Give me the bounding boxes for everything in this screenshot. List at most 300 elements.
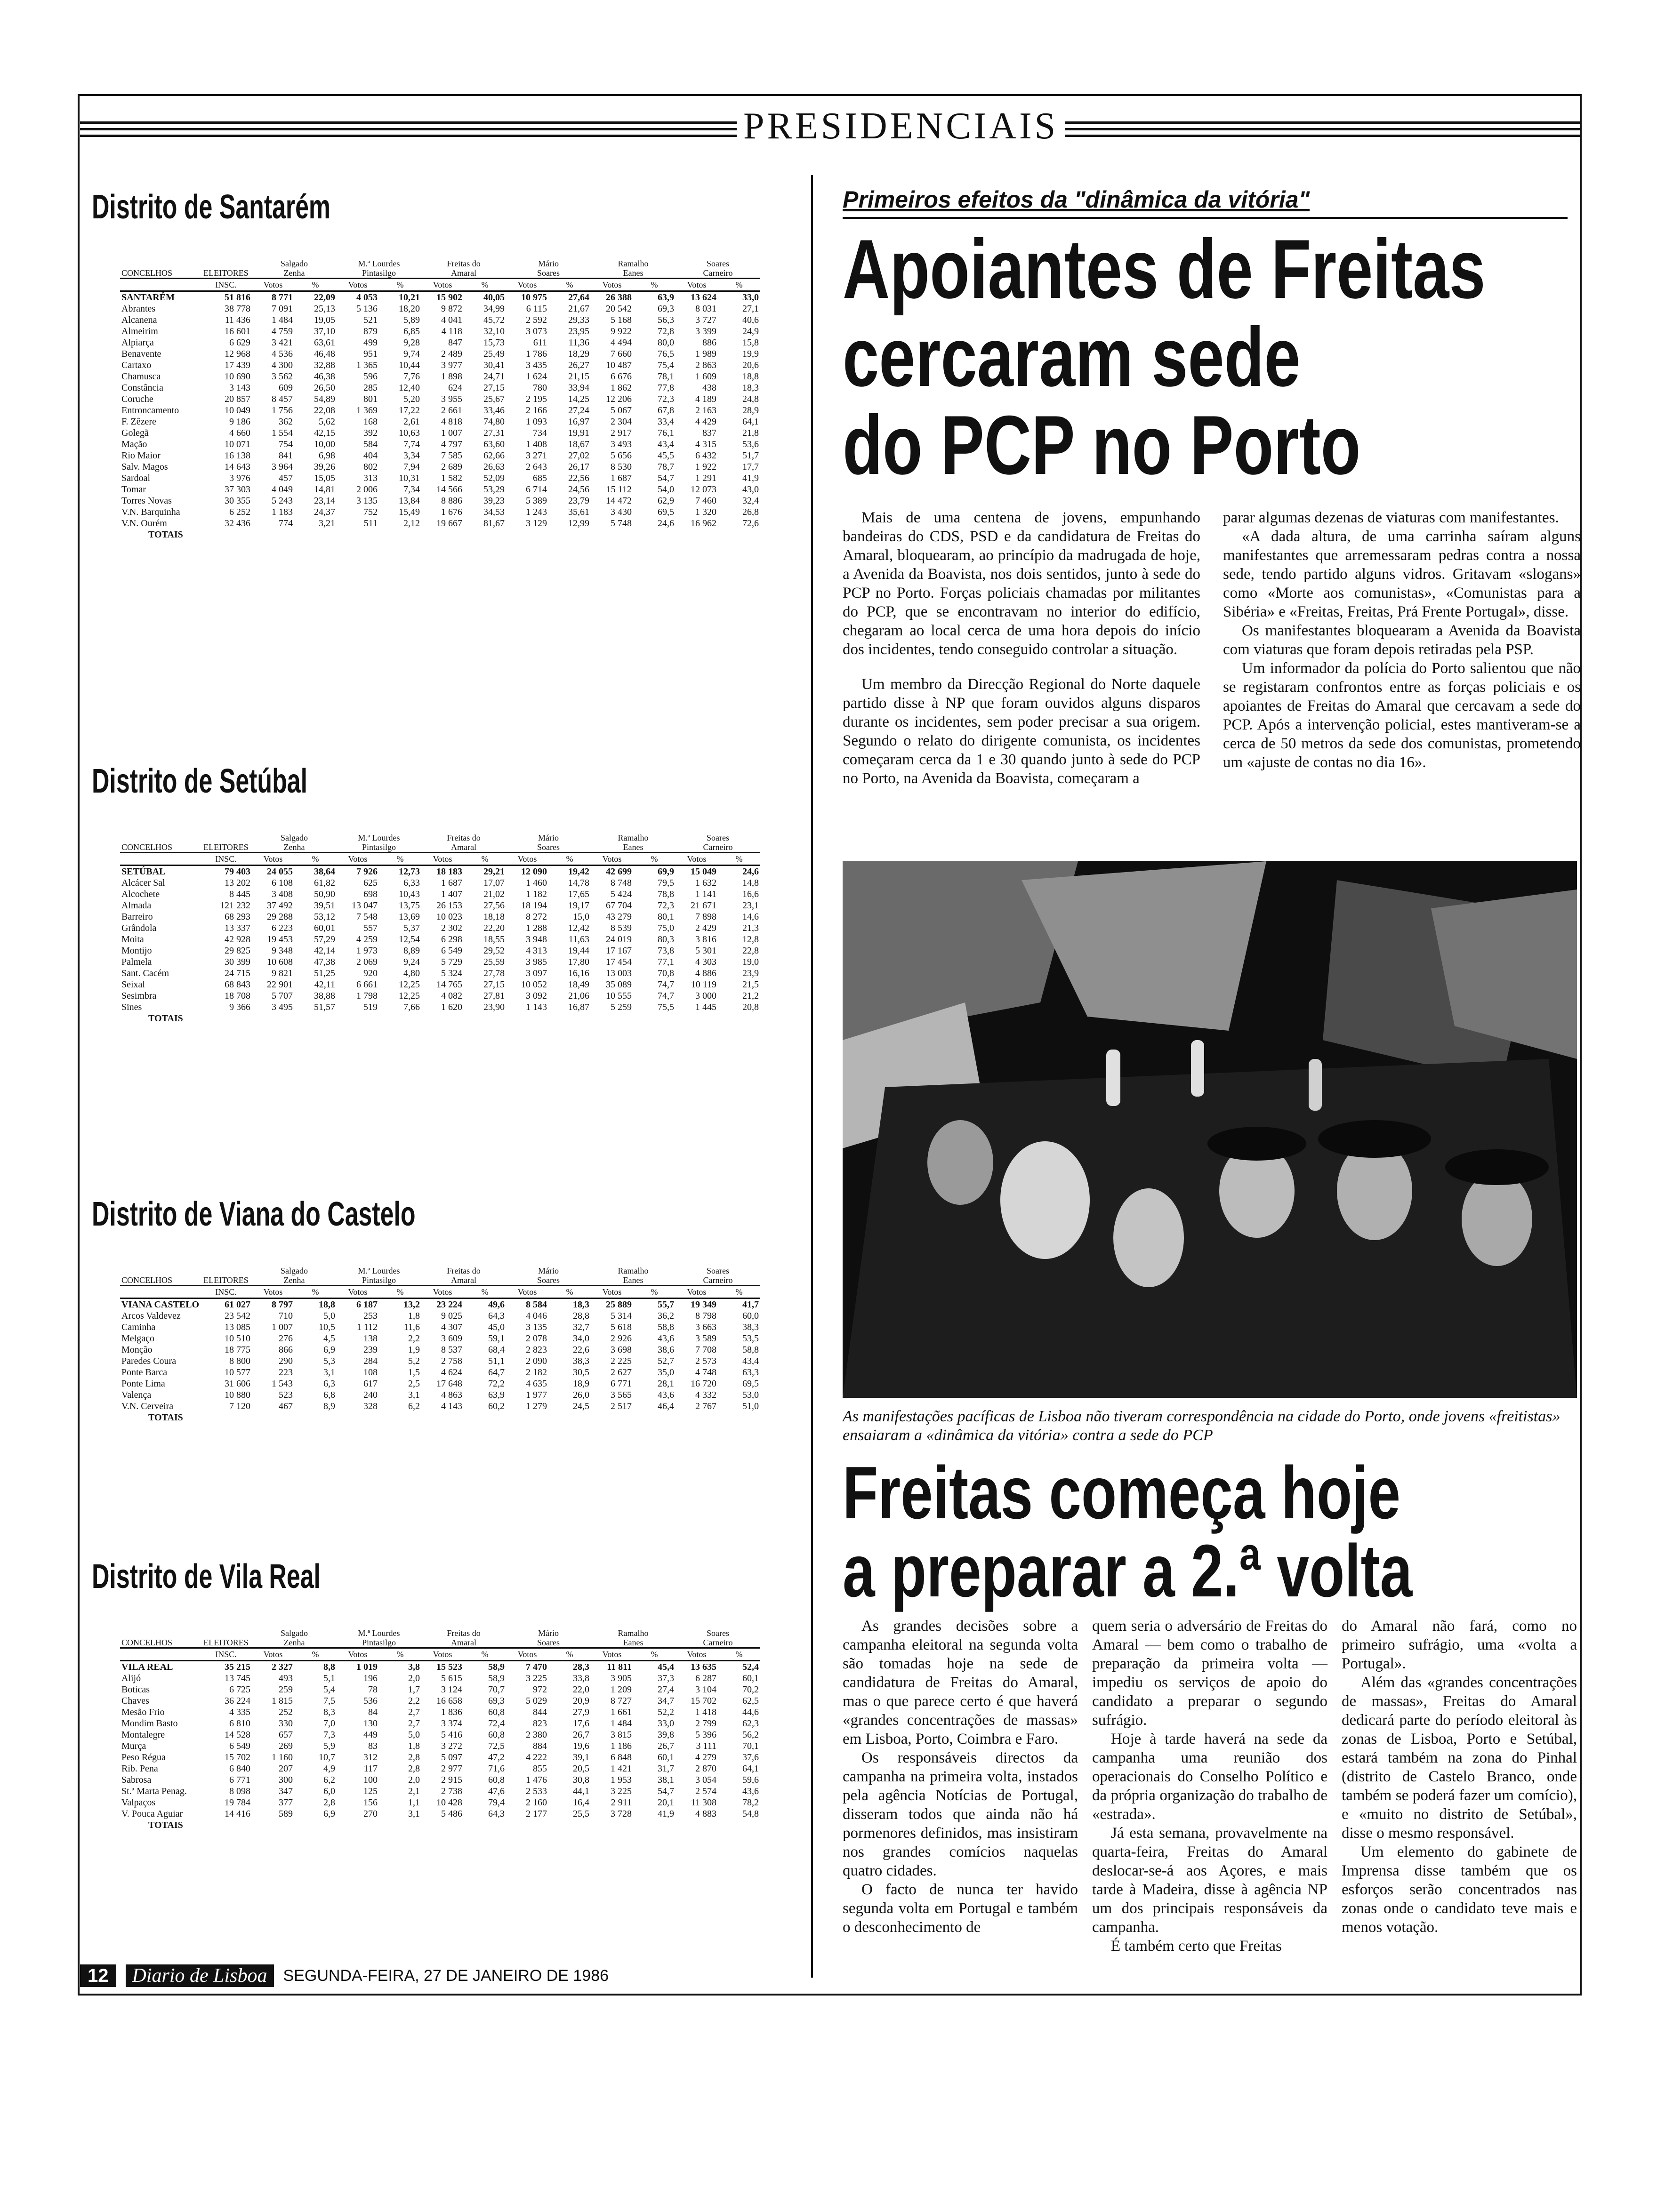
table-cell: 3 663 xyxy=(695,1322,716,1332)
table-cell: 1 898 xyxy=(441,371,462,382)
header-candidate xyxy=(421,1628,506,1648)
table-cell: 37,6 xyxy=(742,1752,759,1763)
table-cell: 10 023 xyxy=(436,912,462,922)
candidate-last-name: Zenha xyxy=(283,1638,305,1647)
table-cell: 11,36 xyxy=(568,337,589,348)
table-cell: 4 303 xyxy=(695,957,716,967)
table-cell: 2 327 xyxy=(272,1662,293,1672)
table-cell: 10 880 xyxy=(225,1390,250,1400)
concelho-name: VIANA CASTELO xyxy=(121,1299,200,1310)
table-cell: 685 xyxy=(533,473,547,483)
table-cell: 2,8 xyxy=(408,1752,420,1763)
table-cell: 41,9 xyxy=(658,1809,674,1819)
table-cell: 1 554 xyxy=(272,428,293,438)
candidate-last-name: Eanes xyxy=(623,1275,643,1285)
table-cell: 4 863 xyxy=(441,1390,462,1400)
table-cell: 75,0 xyxy=(658,923,674,933)
table-cell: 1 676 xyxy=(441,507,462,517)
table-cell: 78,7 xyxy=(658,462,674,472)
table-cell: 14,8 xyxy=(742,878,759,888)
table-cell: 10 608 xyxy=(267,957,293,967)
table-cell: 4 307 xyxy=(441,1322,462,1332)
table-cell: 4 313 xyxy=(526,946,547,956)
photo-image xyxy=(843,861,1577,1398)
table-cell: 27,64 xyxy=(568,292,589,303)
header-insc: INSC. xyxy=(200,1286,252,1298)
table-row xyxy=(120,889,760,900)
table-cell: 39,51 xyxy=(314,900,335,911)
table-cell: 521 xyxy=(363,315,378,325)
header-candidate xyxy=(337,833,421,853)
paragraph: Um elemento do gabinete de Imprensa disse também que os esforços serão concentrados nas zonas onde o candidato teve mais e menos votação. xyxy=(1342,1843,1577,1936)
table-cell: 23,9 xyxy=(742,968,759,978)
table-cell: 37,3 xyxy=(658,1673,674,1683)
header-eleitores: ELEITORES xyxy=(203,1638,249,1647)
table-row xyxy=(120,1401,760,1412)
table-cell: 70,2 xyxy=(742,1684,759,1695)
header-votos: Votos xyxy=(591,1286,633,1298)
table-cell: 10,31 xyxy=(399,473,420,483)
concelho-name: Grândola xyxy=(121,923,157,933)
header-votos: Votos xyxy=(421,1648,464,1661)
table-cell: 8,9 xyxy=(323,1401,335,1411)
candidate-first-name: Freitas do xyxy=(447,833,481,842)
table-cell: 2 163 xyxy=(695,405,716,416)
table-cell: 5 389 xyxy=(526,496,547,506)
table-cell: 1,9 xyxy=(408,1345,420,1355)
table-row xyxy=(120,1684,760,1695)
table-cell: 1 624 xyxy=(526,371,547,382)
table-cell: 6 771 xyxy=(611,1378,632,1389)
table-cell: 50,90 xyxy=(314,889,335,899)
table-cell: 617 xyxy=(363,1378,378,1389)
table-cell: 69,3 xyxy=(488,1696,505,1706)
table-cell: 42 928 xyxy=(225,934,250,945)
concelho-name: Valença xyxy=(121,1390,152,1400)
table-cell: 3 143 xyxy=(229,383,250,393)
table-cell: 6 549 xyxy=(229,1741,250,1751)
table-cell: 1 369 xyxy=(356,405,378,416)
section-title: PRESIDENCIAIS xyxy=(737,107,1065,145)
section-masthead xyxy=(80,107,1582,145)
table-cell: 18,18 xyxy=(483,912,505,922)
table-cell: 7 470 xyxy=(526,1662,547,1672)
table-row xyxy=(120,1752,760,1763)
table-cell: 3 111 xyxy=(696,1741,716,1751)
candidate-last-name: Soares xyxy=(537,842,560,852)
table-cell: 46,4 xyxy=(658,1401,674,1411)
table-cell: 53,29 xyxy=(483,484,505,495)
table-cell: 9 922 xyxy=(611,326,632,337)
header-concelhos: CONCELHOS xyxy=(121,842,173,852)
table-cell: 16 962 xyxy=(691,518,716,529)
table-row xyxy=(120,1695,760,1707)
concelho-name: Alcácer Sal xyxy=(121,878,165,888)
table-cell: 27,24 xyxy=(568,405,589,416)
table-cell: 40,6 xyxy=(742,315,759,325)
table-cell: 17,65 xyxy=(568,889,589,899)
table-cell: 19 784 xyxy=(225,1797,250,1808)
header-candidate xyxy=(252,1628,337,1648)
concelho-name: Rio Maior xyxy=(121,450,161,461)
table-cell: 4 041 xyxy=(441,315,462,325)
table-cell: 12 968 xyxy=(225,349,250,359)
concelho-name: Barreiro xyxy=(121,912,153,922)
candidate-last-name: Pintasilgo xyxy=(362,842,396,852)
table-cell: 1 093 xyxy=(526,417,547,427)
table-cell: 12,42 xyxy=(568,923,589,933)
table-cell: 20,5 xyxy=(573,1763,589,1774)
table-cell: 5,1 xyxy=(323,1673,335,1683)
paragraph: quem seria o adversário de Freitas do Amaral — bem como o trabalho de preparação da primeira volta — impediu os serviços de apoio do candidato a preparar o segundo sufrágio. xyxy=(1092,1618,1327,1729)
table-cell: 2 917 xyxy=(611,428,632,438)
concelho-name: Seixal xyxy=(121,979,145,990)
table-cell: 18,3 xyxy=(573,1299,589,1310)
table-cell: 47,38 xyxy=(314,957,335,967)
table-row xyxy=(120,911,760,922)
paragraph: Os responsáveis directos da campanha na primeira volta, instados pela agência Notícias de Portugal, disseram todos que ainda não há pormenores definidos, mas insistiram nos grandes comícios naquelas quatro cidades. xyxy=(843,1749,1078,1879)
table-cell: 7,3 xyxy=(323,1730,335,1740)
table-cell: 58,9 xyxy=(488,1662,505,1672)
table-cell: 2,5 xyxy=(408,1378,420,1389)
table-cell: 38 778 xyxy=(225,304,250,314)
table-cell: 25,49 xyxy=(483,349,505,359)
table-cell: 53,0 xyxy=(742,1390,759,1400)
header-pct: % xyxy=(379,853,421,866)
table-cell: 8 797 xyxy=(272,1299,293,1310)
table-cell: 72,3 xyxy=(658,900,674,911)
table-row xyxy=(120,326,760,337)
header-pct: % xyxy=(548,1648,591,1661)
table-cell: 3 225 xyxy=(611,1786,632,1796)
table-row xyxy=(120,1740,760,1752)
table-cell: 240 xyxy=(363,1390,378,1400)
table-cell: 10,5 xyxy=(319,1322,335,1332)
table-cell: 14,25 xyxy=(568,394,589,404)
candidate-last-name: Pintasilgo xyxy=(362,1275,396,1285)
header-pct: % xyxy=(464,279,506,291)
headline-line-3: do PCP no Porto xyxy=(843,398,1361,492)
table-cell: 6 549 xyxy=(441,946,462,956)
table-cell: 38,3 xyxy=(573,1356,589,1366)
header-pct: % xyxy=(294,1286,337,1298)
table-cell: 22,08 xyxy=(314,405,335,416)
table-cell: 886 xyxy=(702,337,716,348)
candidate-first-name: Ramalho xyxy=(618,833,649,842)
table-cell: 41,7 xyxy=(742,1299,759,1310)
table-cell: 19,91 xyxy=(568,428,589,438)
table-cell: 7 660 xyxy=(611,349,632,359)
table-cell: 84 xyxy=(368,1707,378,1717)
header-candidate xyxy=(337,259,421,279)
table-cell: 6,9 xyxy=(323,1345,335,1355)
table-cell: 285 xyxy=(363,383,378,393)
table-cell: 1,8 xyxy=(408,1741,420,1751)
page-number: 12 xyxy=(80,1964,116,1987)
table-row xyxy=(120,371,760,382)
table-cell: 24,8 xyxy=(742,394,759,404)
header-concelhos: CONCELHOS xyxy=(121,1638,173,1647)
table-cell: 6,98 xyxy=(319,450,335,461)
table-cell: 74,80 xyxy=(483,417,505,427)
table-cell: 6,85 xyxy=(403,326,420,337)
table-cell: 1 186 xyxy=(611,1741,632,1751)
table-cell: 34,0 xyxy=(573,1333,589,1344)
table-row xyxy=(120,1661,760,1673)
header-votos: Votos xyxy=(506,853,548,866)
table-cell: 1 798 xyxy=(356,991,378,1001)
concelho-name: SETÚBAL xyxy=(121,866,166,877)
table-cell: 63,3 xyxy=(742,1367,759,1378)
header-pct: % xyxy=(718,279,760,291)
table-cell: 8,8 xyxy=(323,1662,335,1672)
table-row xyxy=(120,1367,760,1378)
header-candidate xyxy=(506,259,591,279)
article2-headline xyxy=(843,1451,1413,1612)
table-cell: 2 738 xyxy=(441,1786,462,1796)
table-cell: 13 085 xyxy=(225,1322,250,1332)
header-pct: % xyxy=(294,1648,337,1661)
table-cell: 21,02 xyxy=(483,889,505,899)
table-cell: 61 027 xyxy=(225,1299,250,1310)
table-cell: 837 xyxy=(702,428,716,438)
table-cell: 54,89 xyxy=(314,394,335,404)
table-cell: 19 453 xyxy=(267,934,293,945)
table-cell: 1,5 xyxy=(408,1367,420,1378)
table-cell: 25,13 xyxy=(314,304,335,314)
table-cell: 34,53 xyxy=(483,507,505,517)
table-cell: 625 xyxy=(363,878,378,888)
paragraph: «A dada altura, de uma carrinha saíram alguns manifestantes que arremessaram pedras contra a nossa sede, tendo partido alguns vidros. Gritavam «slogans» como «Morte aos comunistas», «Comunistas para a Sibéria» e «Freitas, Freitas, Prá Frente Portugal», disse. xyxy=(1223,528,1581,620)
concelho-name: Caminha xyxy=(121,1322,156,1332)
table-cell: 13 337 xyxy=(225,923,250,933)
table-cell: 801 xyxy=(363,394,378,404)
table-cell: 17 439 xyxy=(225,360,250,370)
table-cell: 70,1 xyxy=(742,1741,759,1751)
table-row xyxy=(120,473,760,484)
table-row xyxy=(120,405,760,416)
table-cell: 27,56 xyxy=(483,900,505,911)
table-cell: 6 223 xyxy=(272,923,293,933)
header-votos: Votos xyxy=(591,279,633,291)
table-cell: 63,9 xyxy=(658,292,674,303)
candidate-last-name: Pintasilgo xyxy=(362,1638,396,1647)
candidate-first-name: Mário xyxy=(538,1628,559,1638)
concelho-name: Peso Régua xyxy=(121,1752,166,1763)
candidate-last-name: Amaral xyxy=(451,1638,476,1647)
concelho-name: SANTARÉM xyxy=(121,292,175,303)
table-cell: 18,8 xyxy=(742,371,759,382)
table-cell: 70,7 xyxy=(488,1684,505,1695)
table-cell: 45,72 xyxy=(483,315,505,325)
table-cell: 3 124 xyxy=(441,1684,462,1695)
table-cell: 19 667 xyxy=(436,518,462,529)
table-cell: 5 029 xyxy=(526,1696,547,1706)
table-cell: 5,20 xyxy=(403,394,420,404)
table-cell: 951 xyxy=(363,349,378,359)
table-cell: 23 224 xyxy=(436,1299,462,1310)
concelho-name: Entroncamento xyxy=(121,405,179,416)
table-cell: 68,4 xyxy=(488,1345,505,1355)
table-cell: 17,7 xyxy=(742,462,759,472)
table-cell: 47,2 xyxy=(488,1752,505,1763)
table-cell: 2,7 xyxy=(408,1707,420,1717)
table-cell: 15 702 xyxy=(225,1752,250,1763)
table-cell: 13 635 xyxy=(691,1662,716,1672)
concelho-name: Sardoal xyxy=(121,473,151,483)
table-cell: 18 183 xyxy=(436,866,462,877)
table-cell: 22,56 xyxy=(568,473,589,483)
table-cell: 58,9 xyxy=(488,1673,505,1683)
header-concelhos: CONCELHOS xyxy=(121,268,173,278)
table-cell: 21,5 xyxy=(742,979,759,990)
article2-column-2 xyxy=(1092,1617,1327,1956)
concelho-name: Sesimbra xyxy=(121,991,157,1001)
table-cell: 79,5 xyxy=(658,878,674,888)
district-title: Distrito de Santarém xyxy=(92,188,331,226)
table-cell: 2 911 xyxy=(611,1797,632,1808)
table-cell: 1,1 xyxy=(408,1797,420,1808)
concelho-name: Torres Novas xyxy=(121,496,172,506)
table-cell: 36,2 xyxy=(658,1311,674,1321)
article-headline xyxy=(843,222,1486,492)
concelho-name: Alcochete xyxy=(121,889,160,899)
table-cell: 80,1 xyxy=(658,912,674,922)
table-cell: 1 209 xyxy=(611,1684,632,1695)
table-cell: 15,49 xyxy=(399,507,420,517)
table-cell: 3 976 xyxy=(229,473,250,483)
table-cell: 30,41 xyxy=(483,360,505,370)
concelho-name: Chamusca xyxy=(121,371,161,382)
table-cell: 27,81 xyxy=(483,991,505,1001)
table-cell: 52,4 xyxy=(742,1662,759,1672)
table-cell: 1 922 xyxy=(695,462,716,472)
table-cell: 12,99 xyxy=(568,518,589,529)
header-pct: % xyxy=(633,279,676,291)
table-cell: 13,2 xyxy=(403,1299,420,1310)
table-cell: 23,90 xyxy=(483,1002,505,1012)
table-cell: 5 259 xyxy=(611,1002,632,1012)
table-cell: 10 975 xyxy=(521,292,547,303)
table-cell: 8,3 xyxy=(323,1707,335,1717)
table-row xyxy=(120,1763,760,1774)
header-votos: Votos xyxy=(506,1286,548,1298)
table-cell: 33,8 xyxy=(573,1673,589,1683)
table-cell: 43,0 xyxy=(742,484,759,495)
table-cell: 20,8 xyxy=(742,1002,759,1012)
article-pcp-porto xyxy=(843,186,1577,492)
table-cell: 3 698 xyxy=(611,1345,632,1355)
header-pct: % xyxy=(464,853,506,866)
table-cell: 12,40 xyxy=(399,383,420,393)
table-cell: 5,62 xyxy=(319,417,335,427)
candidate-last-name: Eanes xyxy=(623,1638,643,1647)
header-votos: Votos xyxy=(591,853,633,866)
table-cell: 4 335 xyxy=(229,1707,250,1717)
table-cell: 21,67 xyxy=(568,304,589,314)
table-cell: 2 090 xyxy=(526,1356,547,1366)
table-cell: 2 574 xyxy=(695,1786,716,1796)
table-cell: 19,17 xyxy=(568,900,589,911)
header-pct: % xyxy=(633,853,676,866)
table-cell: 2 225 xyxy=(611,1356,632,1366)
concelho-name: Mondim Basto xyxy=(121,1718,178,1729)
table-cell: 4 279 xyxy=(695,1752,716,1763)
table-cell: 7 926 xyxy=(356,866,378,877)
table-cell: 76,5 xyxy=(658,349,674,359)
table-cell: 71,6 xyxy=(488,1763,505,1774)
table-cell: 27,9 xyxy=(573,1707,589,1717)
table-row xyxy=(120,439,760,450)
table-cell: 2 915 xyxy=(441,1775,462,1785)
table-cell: 4 049 xyxy=(272,484,293,495)
table-cell: 5 618 xyxy=(611,1322,632,1332)
table-cell: 33,4 xyxy=(658,417,674,427)
table-cell: 78,1 xyxy=(658,371,674,382)
table-cell: 3 964 xyxy=(272,462,293,472)
table-cell: 780 xyxy=(533,383,547,393)
concelho-name: Sabrosa xyxy=(121,1775,152,1785)
concelho-name: Melgaço xyxy=(121,1333,154,1344)
table-cell: 8 727 xyxy=(611,1696,632,1706)
table-cell: 11 436 xyxy=(225,315,250,325)
table-cell: 33,0 xyxy=(658,1718,674,1729)
table-cell: 1 756 xyxy=(272,405,293,416)
headline-line-1: Apoiantes de Freitas xyxy=(843,222,1486,316)
table-cell: 8 748 xyxy=(611,878,632,888)
table-cell: 2 517 xyxy=(611,1401,632,1411)
paragraph: Um informador da polícia do Porto salientou que não se registaram confrontos entre as forças policiais e os apoiantes de Freitas do Amaral que cercavam a sede do PCP. Após a intervenção policial, estes mantiveram-se a cerca de 50 metros da sede dos comunistas, prometendo um «ajuste de contas no dia 16». xyxy=(1223,660,1581,771)
table-cell: 15,05 xyxy=(314,473,335,483)
table-cell: 1 632 xyxy=(695,878,716,888)
concelho-name: V. Pouca Aguiar xyxy=(121,1809,183,1819)
table-cell: 1 320 xyxy=(695,507,716,517)
table-cell: 4 315 xyxy=(695,439,716,449)
table-cell: 38,88 xyxy=(314,991,335,1001)
table-cell: 3 728 xyxy=(611,1809,632,1819)
table-cell: 108 xyxy=(363,1367,378,1378)
table-cell: 3 430 xyxy=(611,507,632,517)
header-insc: INSC. xyxy=(200,279,252,291)
table-cell: 3 135 xyxy=(356,496,378,506)
table-cell: 7,76 xyxy=(403,371,420,382)
table-cell: 3 977 xyxy=(441,360,462,370)
table-cell: 1 143 xyxy=(526,1002,547,1012)
district-title: Distrito de Viana do Castelo xyxy=(92,1195,416,1233)
table-cell: 1 288 xyxy=(526,923,547,933)
table-cell: 19,6 xyxy=(573,1741,589,1751)
table-cell: 5 301 xyxy=(695,946,716,956)
table-cell: 2,12 xyxy=(403,518,420,529)
table-row xyxy=(120,416,760,427)
table-cell: 42,14 xyxy=(314,946,335,956)
table-cell: 63,9 xyxy=(488,1390,505,1400)
table-cell: 1 160 xyxy=(272,1752,293,1763)
concelho-name: Almeirim xyxy=(121,326,158,337)
table-cell: 7 091 xyxy=(272,304,293,314)
table-cell: 774 xyxy=(279,518,293,529)
table-cell: 3 421 xyxy=(272,337,293,348)
table-cell: 12,25 xyxy=(399,991,420,1001)
table-cell: 823 xyxy=(533,1718,547,1729)
table-cell: 18 775 xyxy=(225,1345,250,1355)
table-cell: 43,6 xyxy=(658,1333,674,1344)
table-row xyxy=(120,934,760,945)
table-cell: 24,5 xyxy=(573,1401,589,1411)
table-cell: 43,6 xyxy=(658,1390,674,1400)
table-cell: 10,7 xyxy=(319,1752,335,1763)
concelho-name: Alijó xyxy=(121,1673,141,1683)
